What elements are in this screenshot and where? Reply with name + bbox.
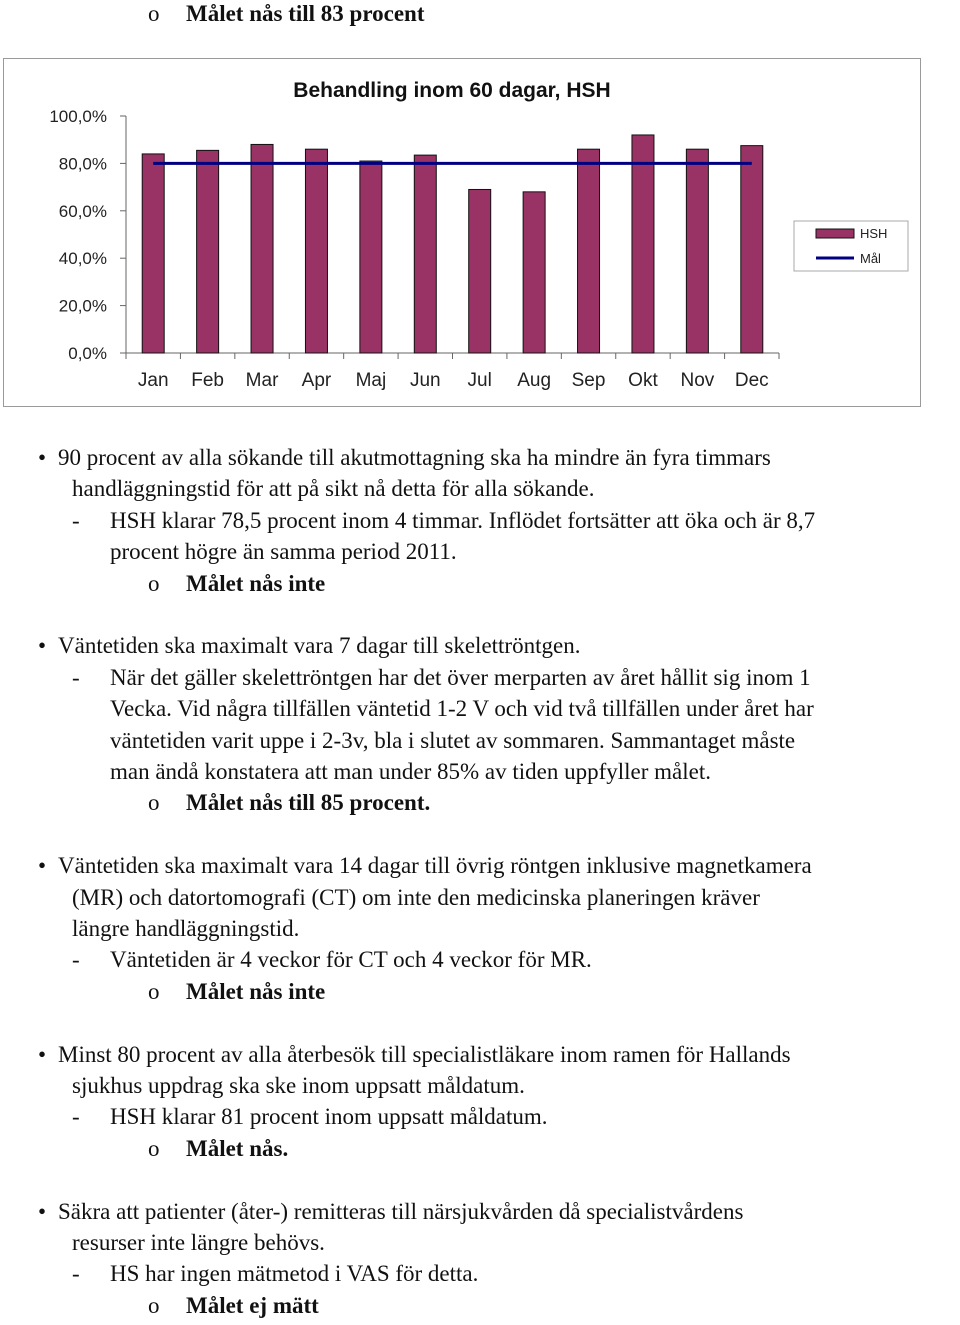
top-goal-text: Målet nås till 83 procent	[186, 1, 425, 26]
x-tick-label: Jan	[137, 370, 169, 391]
x-tick-label: Dec	[734, 370, 769, 391]
goal-status: Målet ej mätt	[186, 1292, 319, 1318]
bullet-marker: •	[38, 633, 47, 659]
bar-hsh	[305, 149, 327, 353]
bar-hsh	[142, 154, 164, 353]
detail-text: HS har ingen mätmetod i VAS för detta.	[110, 1261, 479, 1287]
bullet-marker: •	[38, 1041, 47, 1067]
x-tick-label: Jul	[467, 370, 492, 391]
dash-marker: -	[72, 1261, 80, 1287]
bullet-text: Väntetiden ska maximalt vara 14 dagar till övrig röntgen inklusive magnetkamera	[58, 853, 812, 879]
goal-marker: o	[148, 1292, 160, 1318]
bullet-text: längre handläggningstid.	[72, 916, 300, 941]
x-tick-label: Jun	[409, 370, 441, 391]
bullet-text: (MR) och datortomografi (CT) om inte den medicinska planeringen kräver	[72, 884, 760, 910]
bullet-marker: •	[38, 1198, 47, 1224]
x-tick-label: Sep	[571, 370, 606, 391]
bar-hsh	[251, 144, 273, 353]
top-goal-line	[148, 0, 425, 28]
detail-text: HSH klarar 81 procent inom uppsatt måldatum.	[110, 1104, 548, 1130]
goal-marker: o	[148, 1, 160, 26]
legend-swatch-hsh	[816, 229, 854, 238]
y-tick-label: 20,0%	[58, 296, 107, 316]
detail-text: Väntetiden är 4 veckor för CT och 4 veckor för MR.	[110, 947, 592, 973]
chart-title: Behandling inom 60 dagar, HSH	[293, 79, 611, 102]
y-tick-label: 0,0%	[68, 344, 107, 363]
goal-marker: o	[148, 790, 160, 816]
bullet-marker: •	[38, 445, 47, 470]
goal-status: Målet nås inte	[186, 978, 326, 1004]
legend-label-hsh: HSH	[860, 226, 888, 241]
bar-hsh	[360, 161, 382, 353]
bar-hsh	[469, 189, 491, 353]
chart-frame	[3, 58, 921, 407]
goal-marker: o	[148, 978, 160, 1004]
bar-hsh	[523, 192, 545, 353]
bullet-text: Väntetiden ska maximalt vara 7 dagar till skelettröntgen.	[58, 633, 581, 659]
goal-marker: o	[148, 570, 160, 596]
detail-text: väntetiden varit uppe i 2-3v, bla i slutet av sommaren. Sammantaget måste	[110, 727, 796, 753]
detail-text: När det gäller skelettröntgen har det över merparten av året hållit sig inom 1	[110, 664, 811, 690]
dash-marker: -	[72, 664, 80, 690]
bar-hsh	[686, 149, 708, 353]
bar-hsh	[414, 155, 436, 353]
y-tick-label: 100,0%	[49, 107, 107, 126]
bar-hsh	[578, 149, 600, 353]
detail-text: procent högre än samma period 2011.	[110, 539, 457, 565]
bar-hsh	[632, 135, 654, 353]
y-tick-label: 60,0%	[58, 201, 107, 221]
bar-hsh	[741, 146, 763, 353]
bar-chart	[4, 59, 920, 406]
y-tick-label: 80,0%	[58, 154, 107, 174]
detail-text: HSH klarar 78,5 procent inom 4 timmar. Inflödet fortsätter att öka och är 8,7	[110, 507, 816, 533]
x-tick-label: Maj	[355, 370, 387, 391]
bullet-text: Säkra att patienter (åter-) remitteras till närsjukvården då specialistvårdens	[58, 1198, 744, 1224]
bullet-text: resurser inte längre behövs.	[72, 1230, 325, 1255]
bar-hsh	[197, 150, 219, 353]
bullet-text: sjukhus uppdrag ska ske inom uppsatt måldatum.	[72, 1073, 525, 1098]
x-tick-label: Okt	[628, 370, 658, 391]
goal-marker: o	[148, 1135, 160, 1161]
bullet-marker: •	[38, 853, 47, 879]
legend-label-mal: Mål	[860, 251, 881, 266]
y-tick-label: 40,0%	[58, 249, 107, 269]
x-tick-label: Mar	[245, 370, 279, 391]
goal-status: Målet nås.	[186, 1135, 289, 1161]
x-tick-label: Feb	[191, 370, 224, 391]
x-tick-label: Nov	[680, 370, 715, 391]
dash-marker: -	[72, 507, 80, 533]
dash-marker: -	[72, 1104, 80, 1130]
bullet-text: Minst 80 procent av alla återbesök till specialistläkare inom ramen för Hallands	[58, 1041, 791, 1067]
goal-status: Målet nås inte	[186, 570, 326, 596]
detail-text: Vecka. Vid några tillfällen väntetid 1-2 V och vid två tillfällen under året har	[110, 696, 814, 722]
x-tick-label: Aug	[517, 370, 552, 391]
bullet-text: 90 procent av alla sökande till akutmottagning ska ha mindre än fyra timmars	[58, 445, 771, 470]
bullet-text: handläggningstid för att på sikt nå detta för alla sökande.	[72, 476, 595, 502]
goal-status: Målet nås till 85 procent.	[186, 790, 431, 816]
detail-text: man ändå konstatera att man under 85% av tiden uppfyller målet.	[110, 759, 711, 784]
x-tick-label: Apr	[301, 370, 332, 391]
dash-marker: -	[72, 947, 80, 973]
